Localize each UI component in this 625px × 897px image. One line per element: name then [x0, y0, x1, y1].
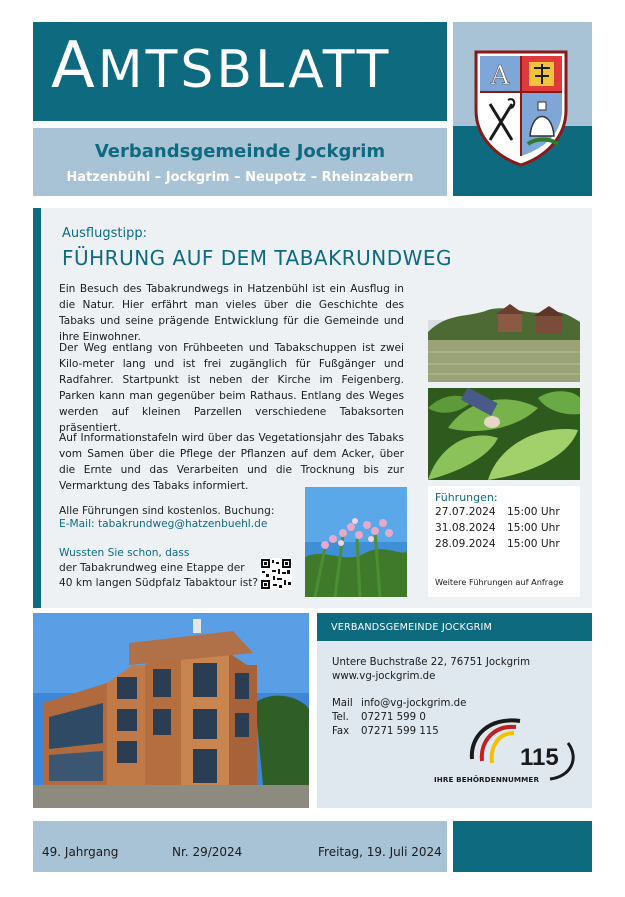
- article-paragraph-2: Der Weg entlang von Frühbeeten und Tabakschuppen ist zwei Kilo-meter lang und ist frei zugänglich für Fußgänger und Radfahrer. Startpunkt ist neben der Kirche im Feigenberg. Parken kann man gegenüber beim Rathaus. Entlang des Weges werden auf kleinen Parzellen verschiedene Tabaksorten präsentiert.: [59, 342, 404, 434]
- article-paragraph-1: Ein Besuch des Tabakrundwegs in Hatzenbühl ist ein Ausflug in die Natur. Hier erfährt man vieles über die Geschichte des Tabaks und seine prägende Entwicklung für die Gemeinde und ihre Einwohner.: [59, 283, 404, 343]
- contact-mail-link[interactable]: info@vg-jockgrim.de: [361, 698, 467, 709]
- service-115-caption: IHRE BEHÖRDENNUMMER: [434, 775, 540, 784]
- footer-accent-block: [453, 821, 592, 872]
- coat-of-arms-icon: [472, 48, 570, 168]
- tours-title: Führungen:: [435, 491, 498, 504]
- tour-date: 27.07.2024: [435, 506, 496, 518]
- tobacco-flowers-photo: [305, 487, 407, 597]
- contact-heading: VERBANDSGEMEINDE JOCKGRIM: [331, 622, 493, 633]
- footer-volume: 49. Jahrgang: [42, 845, 119, 859]
- booking-note: Alle Führungen sind kostenlos. Buchung:: [59, 505, 275, 517]
- masthead-title: AMTSBLATT: [51, 29, 392, 103]
- article-kicker: Ausflugstipp:: [62, 226, 147, 241]
- contact-address: Untere Buchstraße 22, 76751 Jockgrim: [332, 657, 531, 668]
- footer-issue: Nr. 29/2024: [172, 845, 243, 859]
- tours-more-note: Weitere Führungen auf Anfrage: [435, 577, 564, 587]
- contact-fax: 07271 599 115: [361, 726, 439, 737]
- service-115-number: 115: [520, 744, 559, 771]
- article-headline: FÜHRUNG AUF DEM TABAKRUNDWEG: [62, 246, 453, 270]
- tour-row: [435, 506, 560, 518]
- svg-text:A: A: [490, 61, 510, 91]
- tour-time: 15:00 Uhr: [507, 506, 560, 518]
- tour-date: 28.09.2024: [435, 538, 496, 550]
- municipality-towns: Hatzenbühl – Jockgrim – Neupotz – Rheinzabern: [66, 170, 414, 185]
- tobacco-leaves-photo: [428, 388, 580, 480]
- booking-email-link[interactable]: E-Mail: tabakrundweg@hatzenbuehl.de: [59, 518, 268, 530]
- tour-date: 31.08.2024: [435, 522, 496, 534]
- contact-tel-label: Tel.: [332, 712, 349, 723]
- town-hall-photo: [33, 613, 309, 808]
- contact-fax-label: Fax: [332, 726, 350, 737]
- village-field-photo: [428, 282, 580, 382]
- contact-website-link[interactable]: www.vg-jockgrim.de: [332, 671, 436, 682]
- tours-box: [428, 486, 580, 597]
- did-you-know-line-2: 40 km langen Südpfalz Tabaktour ist?: [59, 577, 258, 589]
- contact-header: [317, 613, 592, 641]
- tour-time: 15:00 Uhr: [507, 522, 560, 534]
- municipality-name: Verbandsgemeinde Jockgrim: [94, 141, 386, 162]
- contact-mail-label: Mail: [332, 698, 353, 709]
- footer-date: Freitag, 19. Juli 2024: [318, 845, 442, 859]
- contact-tel: 07271 599 0: [361, 712, 426, 723]
- municipality-banner: [33, 128, 447, 196]
- article-accent-bar: [33, 208, 41, 608]
- tour-row: [435, 522, 560, 534]
- did-you-know-title: Wussten Sie schon, dass: [59, 547, 190, 559]
- tour-time: 15:00 Uhr: [507, 538, 560, 550]
- did-you-know-line-1: der Tabakrundweg eine Etappe der: [59, 562, 245, 574]
- tour-row: [435, 538, 560, 550]
- qr-code-icon[interactable]: [260, 558, 292, 590]
- article-paragraph-3: Auf Informationstafeln wird über das Vegetationsjahr des Tabaks vom Samen über die Pflege der Pflanzen auf dem Acker, über die Ernte und das Verarbeiten und die Trocknung bis zur Vermarktung des Tabaks informiert.: [59, 432, 404, 492]
